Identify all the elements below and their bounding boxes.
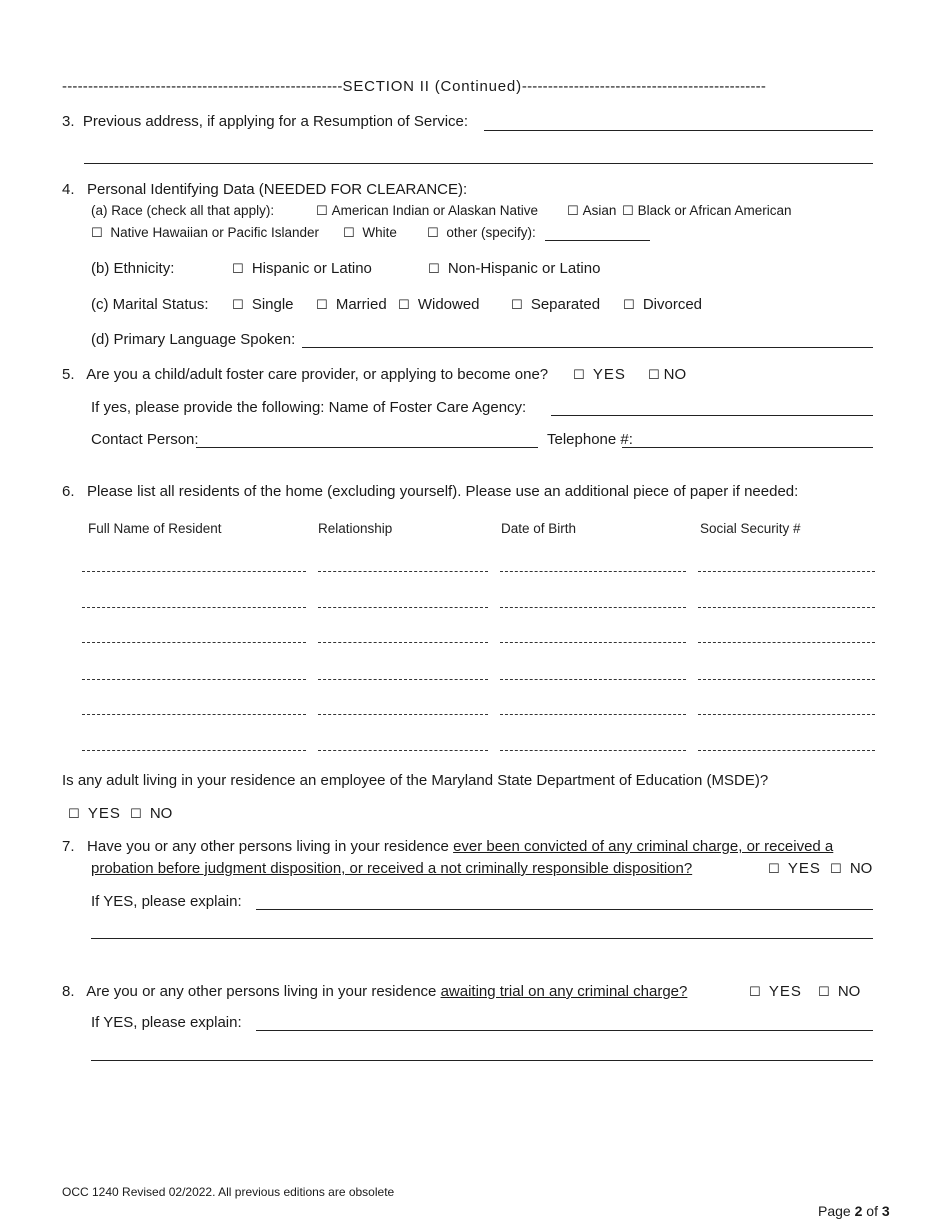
- q3-address-field-line2[interactable]: [84, 163, 873, 164]
- race-option-native-hawaiian[interactable]: ☐ Native Hawaiian or Pacific Islander: [91, 225, 320, 240]
- q8-explain-field-line2[interactable]: [91, 1060, 873, 1061]
- resident-ssn-field[interactable]: [698, 714, 875, 715]
- section-header: ------------------------------------------------------SECTION II (Continued)-----------------------------------------------: [62, 78, 767, 95]
- resident-name-field[interactable]: [82, 679, 306, 680]
- checkbox-icon[interactable]: ☐: [749, 984, 761, 999]
- ethnicity-option-non-hispanic[interactable]: ☐ Non-Hispanic or Latino: [428, 260, 601, 277]
- col-header-dob: Date of Birth: [501, 521, 577, 536]
- resident-ssn-field[interactable]: [698, 679, 875, 680]
- race-other-field[interactable]: [545, 240, 650, 241]
- q8-label: 8. Are you or any other persons living in your residence awaiting trial on any criminal charge?: [62, 983, 688, 1000]
- checkbox-icon[interactable]: ☐: [428, 261, 440, 276]
- resident-ssn-field[interactable]: [698, 750, 875, 751]
- telephone-label: Telephone #:: [547, 431, 633, 448]
- q8-no-option[interactable]: ☐ NO: [818, 983, 861, 1000]
- marital-label: (c) Marital Status:: [91, 296, 209, 313]
- q5-no-option[interactable]: ☐ NO: [648, 366, 687, 383]
- resident-dob-field[interactable]: [500, 679, 686, 680]
- ethnicity-option-hispanic[interactable]: ☐ Hispanic or Latino: [232, 260, 372, 277]
- race-option-other[interactable]: ☐ other (specify):: [427, 225, 536, 240]
- q8-yes-option[interactable]: ☐ YES: [749, 983, 802, 1000]
- resident-name-field[interactable]: [82, 714, 306, 715]
- q7-yes-option[interactable]: ☐ YES: [768, 860, 821, 877]
- race-option-asian[interactable]: ☐ Asian: [567, 203, 617, 218]
- race-option-black[interactable]: ☐ Black or African American: [622, 203, 792, 218]
- foster-agency-label: If yes, please provide the following: Name of Foster Care Agency:: [91, 399, 527, 416]
- q5-label: 5. Are you a child/adult foster care provider, or applying to become one?: [62, 366, 549, 383]
- q8-explain-label: If YES, please explain:: [91, 1014, 242, 1031]
- checkbox-icon[interactable]: ☐: [68, 806, 80, 821]
- checkbox-icon[interactable]: ☐: [648, 367, 660, 382]
- language-label: (d) Primary Language Spoken:: [91, 331, 296, 348]
- checkbox-icon[interactable]: ☐: [830, 861, 842, 876]
- col-header-ssn: Social Security #: [700, 521, 801, 536]
- resident-dob-field[interactable]: [500, 571, 686, 572]
- page-number: Page 2 of 3: [818, 1203, 890, 1219]
- q5-yes-option[interactable]: ☐ YES: [573, 366, 626, 383]
- checkbox-icon[interactable]: ☐: [573, 367, 585, 382]
- resident-ssn-field[interactable]: [698, 571, 875, 572]
- checkbox-icon[interactable]: ☐: [398, 297, 410, 312]
- col-header-name: Full Name of Resident: [88, 521, 222, 536]
- resident-relationship-field[interactable]: [318, 571, 488, 572]
- resident-name-field[interactable]: [82, 642, 306, 643]
- q7-explain-field-line1[interactable]: [256, 909, 873, 910]
- resident-name-field[interactable]: [82, 750, 306, 751]
- resident-ssn-field[interactable]: [698, 607, 875, 608]
- q7-explain-label: If YES, please explain:: [91, 893, 242, 910]
- resident-dob-field[interactable]: [500, 750, 686, 751]
- checkbox-icon[interactable]: ☐: [232, 261, 244, 276]
- ethnicity-label: (b) Ethnicity:: [91, 260, 175, 277]
- resident-ssn-field[interactable]: [698, 642, 875, 643]
- q8-explain-field-line1[interactable]: [256, 1030, 873, 1031]
- marital-option-separated[interactable]: ☐ Separated: [511, 296, 601, 313]
- checkbox-icon[interactable]: ☐: [511, 297, 523, 312]
- q7-label-line2: probation before judgment disposition, or received a not criminally responsible disposition?: [91, 860, 693, 877]
- q4-label: 4. Personal Identifying Data (NEEDED FOR CLEARANCE):: [62, 181, 468, 198]
- checkbox-icon[interactable]: ☐: [91, 225, 103, 240]
- race-option-white[interactable]: ☐ White: [343, 225, 397, 240]
- telephone-field[interactable]: [622, 447, 873, 448]
- checkbox-icon[interactable]: ☐: [130, 806, 142, 821]
- q7-no-option[interactable]: ☐ NO: [830, 860, 873, 877]
- checkbox-icon[interactable]: ☐: [567, 203, 579, 218]
- q7-explain-field-line2[interactable]: [91, 938, 873, 939]
- language-field[interactable]: [302, 347, 873, 348]
- marital-option-single[interactable]: ☐ Single: [232, 296, 294, 313]
- section-title: SECTION II (Continued): [342, 78, 522, 95]
- contact-person-field[interactable]: [196, 447, 538, 448]
- resident-dob-field[interactable]: [500, 607, 686, 608]
- resident-name-field[interactable]: [82, 571, 306, 572]
- checkbox-icon[interactable]: ☐: [427, 225, 439, 240]
- resident-relationship-field[interactable]: [318, 679, 488, 680]
- q3-address-field-line1[interactable]: [484, 130, 873, 131]
- resident-name-field[interactable]: [82, 607, 306, 608]
- checkbox-icon[interactable]: ☐: [232, 297, 244, 312]
- checkbox-icon[interactable]: ☐: [818, 984, 830, 999]
- q6-label: 6. Please list all residents of the home (excluding yourself). Please use an additional piece of paper if needed:: [62, 483, 799, 500]
- checkbox-icon[interactable]: ☐: [316, 297, 328, 312]
- checkbox-icon[interactable]: ☐: [623, 297, 635, 312]
- msde-no-option[interactable]: ☐ NO: [130, 805, 173, 822]
- foster-agency-field[interactable]: [551, 415, 873, 416]
- q3-label: 3. Previous address, if applying for a Resumption of Service:: [62, 113, 469, 130]
- resident-relationship-field[interactable]: [318, 714, 488, 715]
- form-id-footer: OCC 1240 Revised 02/2022. All previous editions are obsolete: [62, 1185, 395, 1199]
- marital-option-widowed[interactable]: ☐ Widowed: [398, 296, 480, 313]
- resident-relationship-field[interactable]: [318, 750, 488, 751]
- contact-person-label: Contact Person:: [91, 431, 199, 448]
- race-label: (a) Race (check all that apply):: [91, 203, 275, 218]
- q7-label-line1: 7. Have you or any other persons living in your residence ever been convicted of any criminal charge, or received a: [62, 838, 834, 855]
- resident-relationship-field[interactable]: [318, 607, 488, 608]
- resident-relationship-field[interactable]: [318, 642, 488, 643]
- marital-option-married[interactable]: ☐ Married: [316, 296, 387, 313]
- msde-yes-option[interactable]: ☐ YES: [68, 805, 121, 822]
- checkbox-icon[interactable]: ☐: [622, 203, 634, 218]
- resident-dob-field[interactable]: [500, 642, 686, 643]
- checkbox-icon[interactable]: ☐: [768, 861, 780, 876]
- checkbox-icon[interactable]: ☐: [316, 203, 328, 218]
- col-header-relationship: Relationship: [318, 521, 393, 536]
- msde-question: Is any adult living in your residence an employee of the Maryland State Department of Education (MSDE)?: [62, 772, 769, 789]
- marital-option-divorced[interactable]: ☐ Divorced: [623, 296, 703, 313]
- race-option-american-indian[interactable]: ☐ American Indian or Alaskan Native: [316, 203, 539, 218]
- checkbox-icon[interactable]: ☐: [343, 225, 355, 240]
- resident-dob-field[interactable]: [500, 714, 686, 715]
